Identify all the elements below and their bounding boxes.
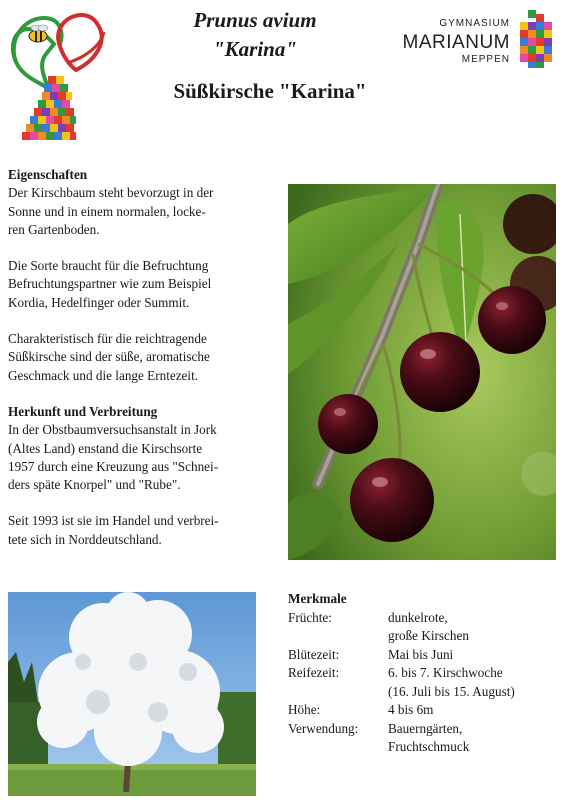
feature-label: Früchte:	[288, 609, 332, 625]
feature-row-bloom	[288, 646, 560, 665]
text-line: Seit 1993 ist sie im Handel und verbrei-	[8, 513, 219, 529]
text-line: Die Sorte braucht für die Befruchtung	[8, 258, 209, 274]
origin-paragraph-1	[8, 421, 258, 494]
feature-value	[388, 664, 560, 701]
text-line: Charakteristisch für die reichtragende	[8, 331, 207, 347]
school-logo-line1: GYMNASIUM	[439, 18, 510, 29]
text-line: Sonne und in einem normalen, locke-	[8, 203, 206, 219]
feature-label: Reifezeit:	[288, 665, 340, 680]
school-logo-line3: MEPPEN	[461, 54, 510, 65]
features-heading: Merkmale	[288, 591, 347, 606]
text-line: tete sich in Norddeutschland.	[8, 531, 162, 547]
latin-name-line1: Prunus avium	[193, 8, 317, 32]
feature-value-line: Bauerngärten,	[388, 720, 463, 736]
blossoming-cherry-tree-photo	[8, 592, 256, 796]
feature-row-ripening	[288, 664, 560, 701]
feature-value: Mai bis Juni	[388, 646, 454, 662]
latin-name-line2: "Karina"	[212, 37, 297, 61]
text-line: Geschmack und die lange Erntezeit.	[8, 367, 199, 383]
feature-value: 4 bis 6m	[388, 702, 434, 717]
text-line: ders späte Knorpel" und "Rube".	[8, 477, 181, 493]
text-line: Kordia, Hedelfinger oder Summit.	[8, 294, 190, 310]
mosaic-icon	[520, 10, 552, 68]
german-name: Süßkirsche "Karina"	[173, 79, 367, 103]
feature-value-line: dunkelrote,	[388, 609, 448, 625]
text-line: Süßkirsche sind der süße, aromatische	[8, 349, 210, 365]
text-line: 1957 durch eine Kreuzung aus "Schnei-	[8, 458, 219, 474]
feature-row-usage	[288, 720, 560, 757]
school-logo-line2: MARIANUM	[402, 32, 510, 53]
properties-paragraph-2	[8, 257, 258, 312]
feature-label: Verwendung:	[288, 720, 359, 736]
feature-value-line: große Kirschen	[388, 628, 469, 643]
feature-value-line: Fruchtschmuck	[388, 739, 470, 754]
text-line: Der Kirschbaum steht bevorzugt in der	[8, 185, 214, 201]
origin-paragraph-2	[8, 512, 258, 549]
origin-heading: Herkunft und Verbreitung	[8, 403, 158, 419]
text-line: ren Gartenboden.	[8, 221, 100, 237]
bee-heart-tree-icon	[8, 4, 112, 142]
properties-paragraph-1	[8, 184, 258, 239]
feature-value	[388, 720, 560, 757]
text-line: Befruchtungspartner wie zum Beispiel	[8, 276, 212, 292]
school-logo	[394, 8, 554, 68]
feature-label: Blütezeit:	[288, 646, 340, 662]
feature-row-height	[288, 701, 560, 720]
properties-paragraph-3	[8, 330, 258, 385]
feature-row-fruits	[288, 609, 560, 646]
cherries-on-branch-photo	[288, 184, 556, 560]
text-line: In der Obstbaumversuchsanstalt in Jork	[8, 422, 217, 438]
feature-value	[388, 609, 560, 646]
latin-name	[120, 6, 390, 64]
properties-heading: Eigenschaften	[8, 167, 88, 182]
feature-label: Höhe:	[288, 702, 321, 717]
feature-value-line: 6. bis 7. Kirschwoche	[388, 665, 503, 680]
description-column	[8, 166, 258, 549]
feature-value-line: (16. Juli bis 15. August)	[388, 683, 515, 699]
features-table	[288, 590, 560, 757]
text-line: (Altes Land) enstand die Kirschsorte	[8, 440, 203, 456]
